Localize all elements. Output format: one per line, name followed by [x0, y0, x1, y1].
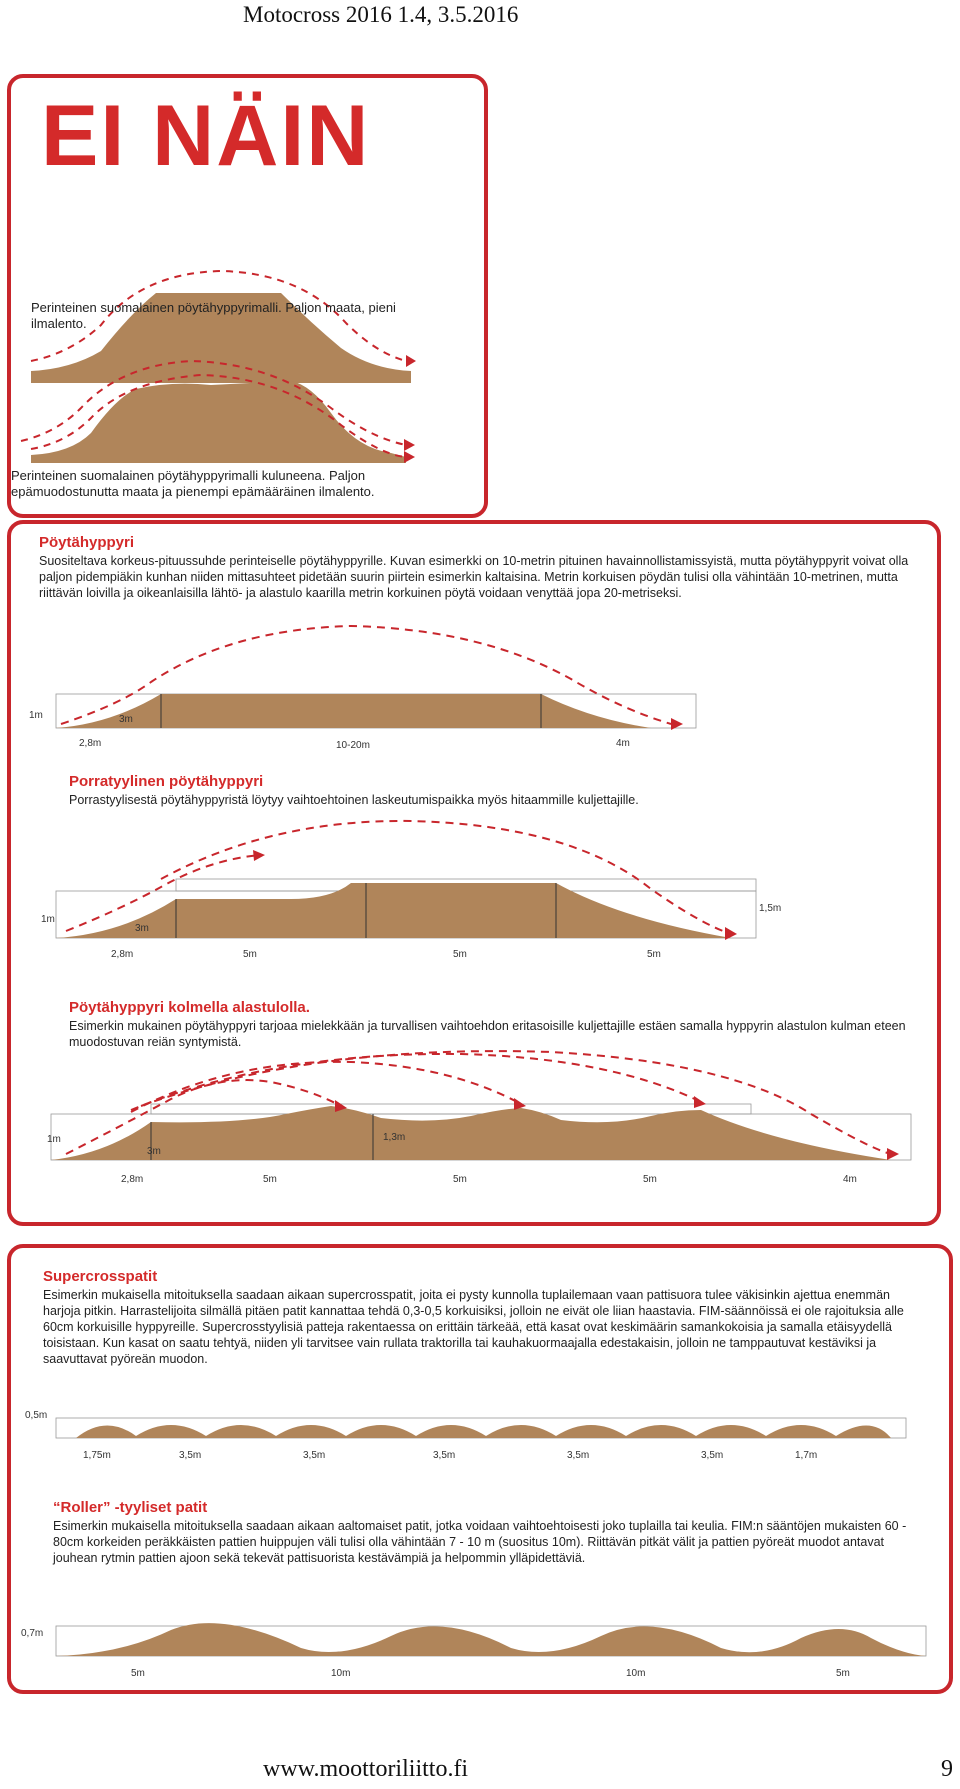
- diagram-table-jump: [11, 624, 937, 764]
- page-number: 9: [941, 1756, 953, 1782]
- jump-trajectory-dashed-3: [131, 1054, 701, 1110]
- section-title-roller: “Roller” -tyyliset patit: [53, 1499, 208, 1516]
- dim-height: 0,7m: [21, 1628, 44, 1639]
- section-title-table: Pöytähyppyri: [39, 534, 135, 551]
- diagram-supercross-whoops: [11, 1396, 949, 1466]
- dirt-whoops: [56, 1425, 891, 1438]
- dim-height-2: 1,5m: [759, 903, 782, 914]
- dim-1: 1,75m: [83, 1450, 111, 1461]
- caption-worn: Perinteinen suomalainen pöytähyppyrimalli kuluneena. Paljon epämuodostunutta maata ja pienempi epämääräinen ilmalento.: [11, 468, 375, 499]
- section-title-supercross: Supercrosspatit: [43, 1268, 158, 1285]
- arrow-head: [887, 1148, 899, 1160]
- dim-2: 3,5m: [179, 1450, 202, 1461]
- panel-table-jumps: [7, 520, 941, 1226]
- section-title-step: Porratyylinen pöytähyppyri: [69, 773, 264, 790]
- diagram-three-landings: [11, 1054, 937, 1214]
- dim-5: 3,5m: [567, 1450, 590, 1461]
- dim-6: 3,5m: [701, 1450, 724, 1461]
- panel-not-like-this: [7, 74, 488, 518]
- caption-traditional: Perinteinen suomalainen pöytähyppyrimalli. Paljon maata, pieni ilmalento.: [31, 300, 396, 331]
- dim-d: 5m: [647, 949, 661, 960]
- arrow-head: [404, 439, 415, 451]
- dim-c: 4m: [616, 738, 630, 749]
- dim-b: 10-20m: [336, 740, 370, 751]
- dim-height: 1m: [41, 914, 55, 925]
- dim-4: 5m: [836, 1668, 850, 1679]
- arrow-head: [404, 451, 415, 463]
- section-title-three-landings: Pöytähyppyri kolmella alastulolla.: [69, 999, 310, 1016]
- arrow-head: [694, 1096, 706, 1108]
- section-body-table: Suositeltava korkeus-pituussuhde perinteiselle pöytähyppyrille. Kuvan esimerkki on 10-metrin pituinen havainnollistamissyistä, mutta pöytähyppyrit voivat olla paljon pidempiäkin kunhan niiden mittasuhteet pidetään suurin piirtein esimerkin kaltaisina. Metrin korkuisen pöydän tulisi olla vähintään 10-metrinen, mutta riittävän loivilla ja oikeanlaisilla lähtö- ja alastulo kaarilla metrin korkuinen pöytä voidaan venyttää jopa 20-metriseksi.: [39, 554, 909, 600]
- dim-1: 5m: [131, 1668, 145, 1679]
- dim-slope: 3m: [135, 923, 149, 934]
- height-guide-box: [151, 1104, 751, 1114]
- footer-url[interactable]: www.moottoriliitto.fi: [263, 1756, 469, 1782]
- dim-3: 3,5m: [303, 1450, 326, 1461]
- panel-heading: EI NÄIN: [41, 88, 371, 184]
- dim-height: 1m: [47, 1134, 61, 1145]
- dim-height: 1m: [29, 710, 43, 721]
- dim-b: 5m: [263, 1174, 277, 1185]
- dim-3: 10m: [626, 1668, 646, 1679]
- section-body-roller: Esimerkin mukaisella mitoituksella saadaan aikaan aaltomaiset patit, jotka voidaan vaihtoehtoisesti joko tuplailla tai keulia. FIM:n sääntöjen mukaisten 60 - 80cm korkeiden peräkkäisten pattien huippujen väli tulisi olla vähintään 7 - 10 m (suositus 10m). Riittävän pitkät välit ja pattien pyöreät muodot antavat jouhean rytmin pattien ajoon sekä tekevät pattisuorista kestävämpiä ja helpommin ylläpidettäviä.: [53, 1519, 907, 1565]
- dim-slope: 3m: [119, 714, 133, 725]
- dim-b: 5m: [243, 949, 257, 960]
- section-body-three-landings: Esimerkin mukainen pöytähyppyri tarjoaa mielekkään ja turvallisen vaihtoehdon eritasoisille kuljettajille estäen samalla hyppyrin alastulon kulman eteen muodostuvan reiän syntymistä.: [69, 1019, 906, 1049]
- dim-4: 3,5m: [433, 1450, 456, 1461]
- arrow-head: [253, 850, 265, 861]
- diagram-worn-table: [11, 353, 484, 483]
- panel-whoops: [7, 1244, 953, 1694]
- dim-d: 5m: [643, 1174, 657, 1185]
- header-title: Motocross 2016 1.4, 3.5.2016: [243, 2, 519, 27]
- section-body-step: Porrastyylisestä pöytähyppyristä löytyy vaihtoehtoinen laskeutumispaikka myös hitaammille kuljettajille.: [69, 793, 639, 807]
- diagram-step-table-jump: [11, 819, 937, 969]
- dim-height-2: 1,3m: [383, 1132, 406, 1143]
- dim-a: 2,8m: [111, 949, 134, 960]
- dirt-mound: [56, 694, 651, 728]
- dim-2: 10m: [331, 1668, 351, 1679]
- dim-height: 0,5m: [25, 1410, 48, 1421]
- jump-trajectory-dashed-2: [131, 1062, 521, 1112]
- dim-e: 4m: [843, 1174, 857, 1185]
- dim-a: 2,8m: [79, 738, 102, 749]
- dim-c: 5m: [453, 1174, 467, 1185]
- dim-c: 5m: [453, 949, 467, 960]
- section-body-supercross: Esimerkin mukaisella mitoituksella saadaan aikaan supercrosspatit, joita ei pysty kunnolla tuplailemaan vaan pattisuora tulee väkisinkin ajettua enemmän harjoja pitkin. Harrastelijoita silmällä pitäen patit kannattaa tehdä 0,3-0,5 korkuisiksi, jolloin ne eivät ole liian haastavia. FIM-säännöissä ei ole rajoituksia alle 60cm korkuisille hyppyreille. Supercrosstyylisiä patteja rakentaessa on erittäin tärkeää, että kasat ovat keskimäärin samankokoisia ja samalla etäisyydellä toisistaan. Kun kasat on saatu tehtyä, niiden yli tarvitsee vain rullata traktorilla tai kauhakuormaajalla edestakaisin, jolloin ne tamppautuvat kestäviksi ja saavuttavat pyöreän muodon.: [43, 1288, 904, 1366]
- dim-7: 1,7m: [795, 1450, 818, 1461]
- dirt-rollers: [56, 1623, 926, 1656]
- diagram-roller-whoops: [11, 1608, 949, 1688]
- dim-slope: 3m: [147, 1146, 161, 1157]
- dim-a: 2,8m: [121, 1174, 144, 1185]
